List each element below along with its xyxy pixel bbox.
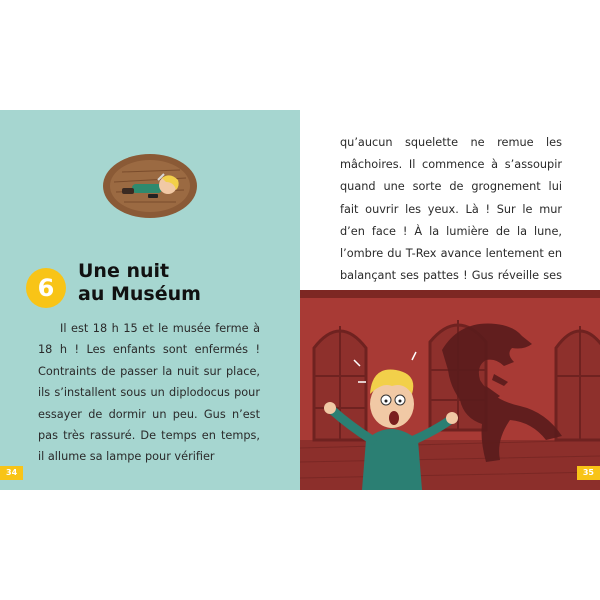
chapter-number-badge: 6 (26, 268, 66, 308)
left-page-number: 34 (0, 466, 23, 480)
chapter-title-line1: Une nuit (78, 260, 170, 282)
arched-window-left (314, 326, 366, 440)
right-paragraph: qu’aucun squelette ne remue les mâchoires. Il commence à s’assoupir quand une sorte de grognement lui fait ouvrir les yeux. Là ! Sur le mur d’en face ! À la lumière de la lune, l’ombre du T-Rex avance lentement en balançant ses pattes ! Gus réveille ses (340, 136, 562, 283)
chapter-title (78, 260, 278, 306)
book-spread (0, 110, 600, 490)
chapter-title-line2: au Muséum (78, 283, 201, 305)
sleeping-boy-vignette (102, 152, 198, 220)
museum-night-illustration (300, 290, 600, 490)
right-body-text (340, 132, 562, 310)
left-body-text (38, 318, 260, 468)
right-page-number: 35 (577, 466, 600, 480)
right-page (300, 110, 600, 490)
arched-window-right (556, 326, 600, 440)
left-page (0, 110, 300, 490)
left-paragraph: Il est 18 h 15 et le musée ferme à 18 h ! Les enfants sont enfermés ! Contraints de passer la nuit sur place, ils s’installent sous un diplodocus pour essayer de dormir un peu. Gus n’est pas très rassuré. De temps en temps, il allume sa lampe pour vérifier (38, 322, 260, 464)
